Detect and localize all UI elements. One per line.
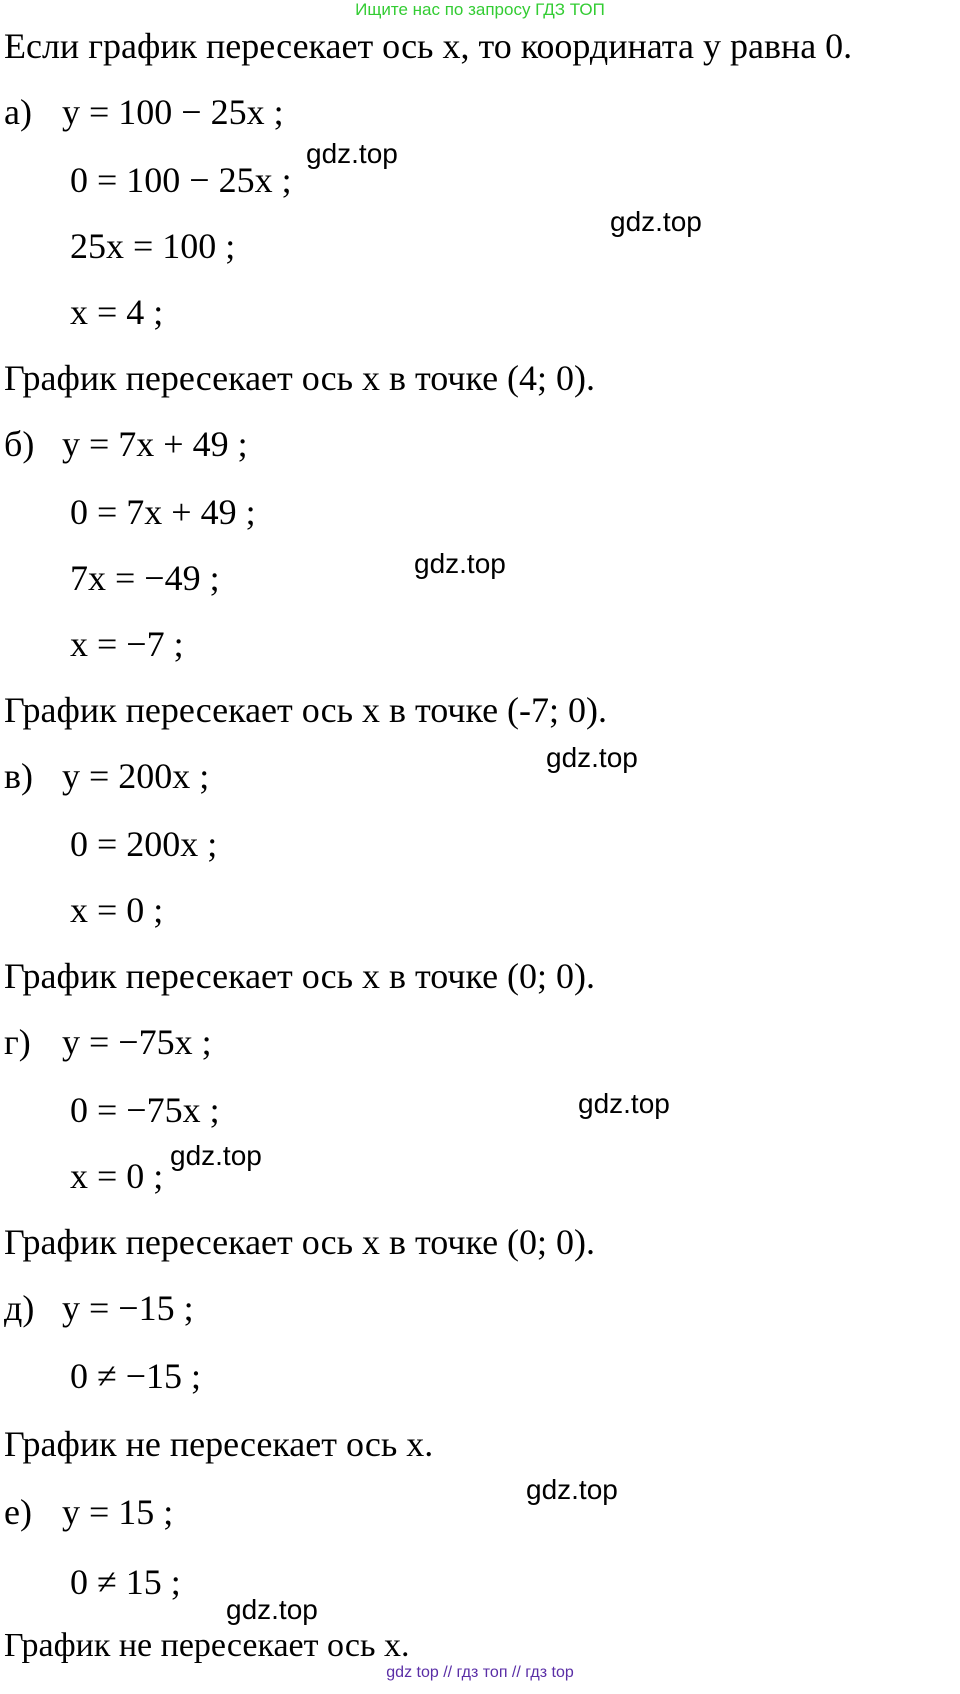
watermark-6: gdz.top [170,1140,262,1171]
watermark-3: gdz.top [414,548,506,579]
part-b-label: б) [4,424,35,464]
part-b-line-1: y = 7x + 49 ; [62,424,248,464]
part-d-line-1: y = −15 ; [62,1288,194,1328]
part-b-line-4: x = −7 ; [70,624,184,664]
part-d-conclusion: График не пересекает ось x. [4,1424,434,1464]
part-v-label: в) [4,756,33,796]
part-b-line-3: 7x = −49 ; [70,558,220,598]
part-d-line-2: 0 ≠ −15 ; [70,1356,202,1396]
part-a-line-4: x = 4 ; [70,292,164,332]
part-d-label: д) [4,1288,35,1328]
part-e-label: е) [4,1492,32,1532]
part-a-conclusion: График пересекает ось x в точке (4; 0). [4,358,596,398]
part-b-line-2: 0 = 7x + 49 ; [70,492,256,532]
part-a-line-3: 25x = 100 ; [70,226,236,266]
part-v-line-3: x = 0 ; [70,890,164,930]
part-v-line-2: 0 = 200x ; [70,824,218,864]
watermark-4: gdz.top [546,742,638,773]
part-e-line-1: y = 15 ; [62,1492,174,1532]
part-v-conclusion: График пересекает ось x в точке (0; 0). [4,956,596,996]
footer: gdz top // гдз топ // гдз top [386,1664,574,1681]
part-a-label: а) [4,92,32,132]
part-v-line-1: y = 200x ; [62,756,210,796]
part-e-conclusion: График не пересекает ось x. [4,1627,410,1664]
intro-text: Если график пересекает ось x, то координата y равна 0. [4,26,853,66]
part-g-line-1: y = −75x ; [62,1022,212,1062]
part-a-line-1: y = 100 − 25x ; [62,92,284,132]
part-e-line-2: 0 ≠ 15 ; [70,1562,181,1602]
part-b-conclusion: График пересекает ось x в точке (-7; 0). [4,690,608,730]
watermark-2: gdz.top [610,206,702,237]
watermark-5: gdz.top [578,1088,670,1119]
part-g-line-3: x = 0 ; [70,1156,164,1196]
part-g-line-2: 0 = −75x ; [70,1090,220,1130]
part-g-label: г) [4,1022,31,1062]
part-a-line-2: 0 = 100 − 25x ; [70,160,292,200]
watermark-1: gdz.top [306,138,398,169]
watermark-8: gdz.top [226,1594,318,1625]
watermark-7: gdz.top [526,1474,618,1505]
part-g-conclusion: График пересекает ось x в точке (0; 0). [4,1222,596,1262]
top-banner: Ищите нас по запросу ГДЗ ТОП [355,0,605,19]
